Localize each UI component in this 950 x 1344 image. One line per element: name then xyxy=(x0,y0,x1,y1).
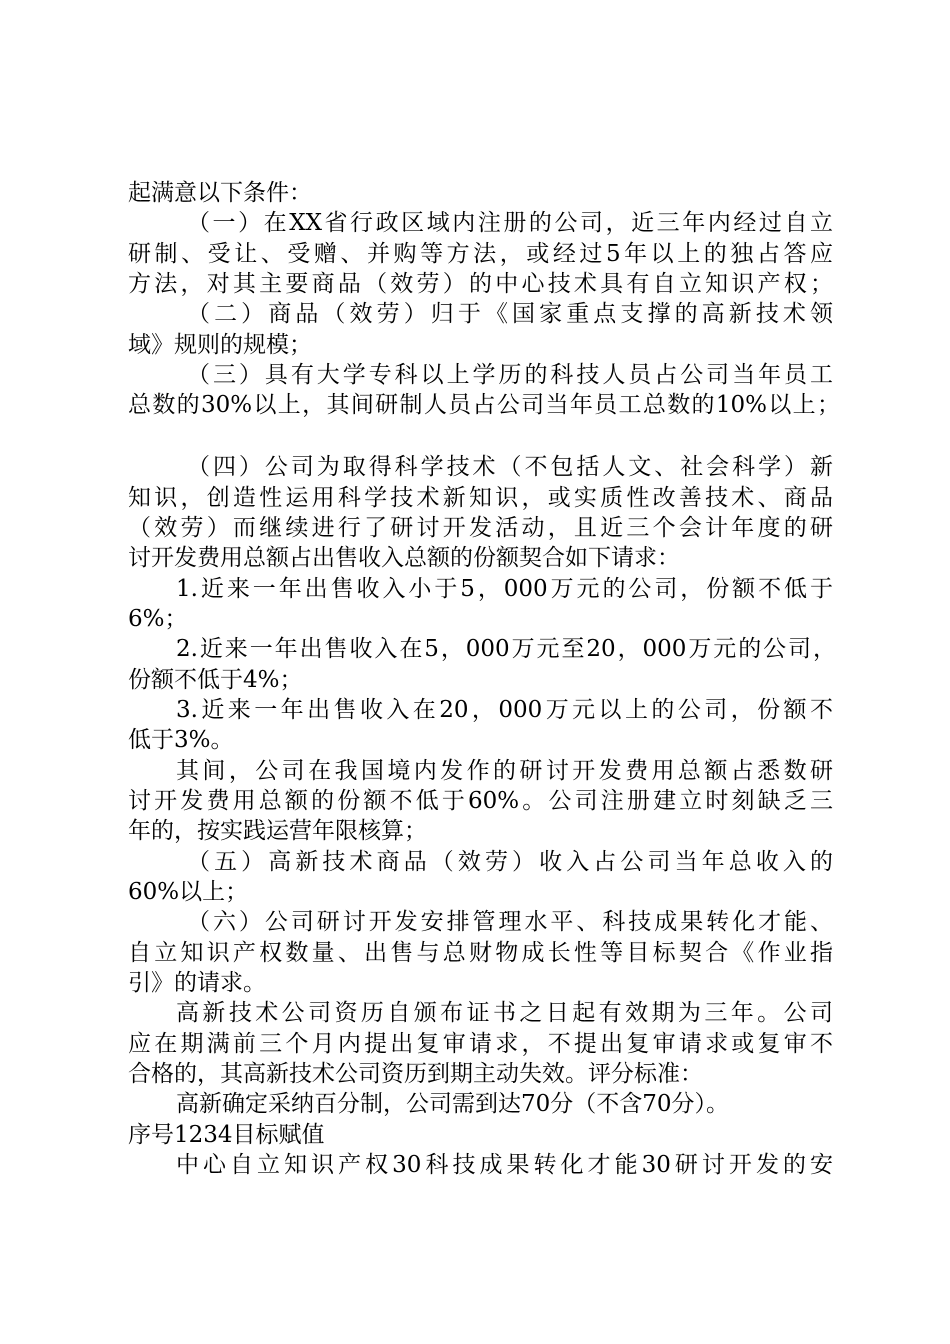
text-line: 讨开发费用总额占出售收入总额的份额契合如下请求： xyxy=(128,545,680,571)
text-line: 2.近来一年出售收入在5，000万元至20，000万元的公司， xyxy=(176,636,836,662)
text-line: 份额不低于4%； xyxy=(128,667,303,693)
text-line: 其间，公司在我国境内发作的研讨开发费用总额占悉数研 xyxy=(176,758,833,784)
text-line: 中心自立知识产权30科技成果转化才能30研讨开发的安 xyxy=(176,1152,833,1178)
text-line: 方法，对其主要商品（效劳）的中心技术具有自立知识产权； xyxy=(128,271,833,297)
text-line: 起满意以下条件： xyxy=(128,180,312,206)
text-line: 应在期满前三个月内提出复审请求，不提出复审请求或复审不 xyxy=(128,1031,833,1057)
text-line: （三）具有大学专科以上学历的科技人员占公司当年员工 xyxy=(187,362,833,388)
text-line: 自立知识产权数量、出售与总财物成长性等目标契合《作业指 xyxy=(128,940,833,966)
text-line: 讨开发费用总额的份额不低于60%。公司注册建立时刻缺乏三 xyxy=(128,788,833,814)
text-line: 知识，创造性运用科学技术新知识，或实质性改善技术、商品 xyxy=(128,485,833,511)
text-line: 低于3%。 xyxy=(128,727,234,753)
text-line: （五）高新技术商品（效劳）收入占公司当年总收入的 xyxy=(187,849,833,875)
text-line: 引》的请求。 xyxy=(128,970,266,996)
text-line: （四）公司为取得科学技术（不包括人文、社会科学）新 xyxy=(187,454,833,480)
text-line: 序号1234目标赋值 xyxy=(128,1122,325,1148)
text-line: 高新技术公司资历自颁布证书之日起有效期为三年。公司 xyxy=(176,1000,833,1026)
text-line: 总数的30%以上，其间研制人员占公司当年员工总数的10%以上； xyxy=(128,392,840,418)
text-line: 合格的，其高新技术公司资历到期主动失效。评分标准： xyxy=(128,1061,703,1087)
text-line: 研制、受让、受赠、并购等方法，或经过5年以上的独占答应 xyxy=(128,241,833,267)
text-line: 6%； xyxy=(128,606,188,632)
text-line: 1.近来一年出售收入小于5，000万元的公司，份额不低于 xyxy=(176,576,833,602)
text-line: （效劳）而继续进行了研讨开发活动，且近三个会计年度的研 xyxy=(128,515,833,541)
text-line: （一）在XX省行政区域内注册的公司，近三年内经过自立 xyxy=(187,210,833,236)
text-line: 域》规则的规模； xyxy=(128,332,312,358)
text-line: （六）公司研讨开发安排管理水平、科技成果转化才能、 xyxy=(187,909,833,935)
text-line: 60%以上； xyxy=(128,879,249,905)
text-line: 年的，按实践运营年限核算； xyxy=(128,818,427,844)
text-line: 3.近来一年出售收入在20，000万元以上的公司，份额不 xyxy=(176,697,833,723)
text-line: 高新确定采纳百分制，公司需到达70分（不含70分）。 xyxy=(176,1091,730,1117)
text-line: （二）商品（效劳）归于《国家重点支撑的高新技术领 xyxy=(187,301,833,327)
